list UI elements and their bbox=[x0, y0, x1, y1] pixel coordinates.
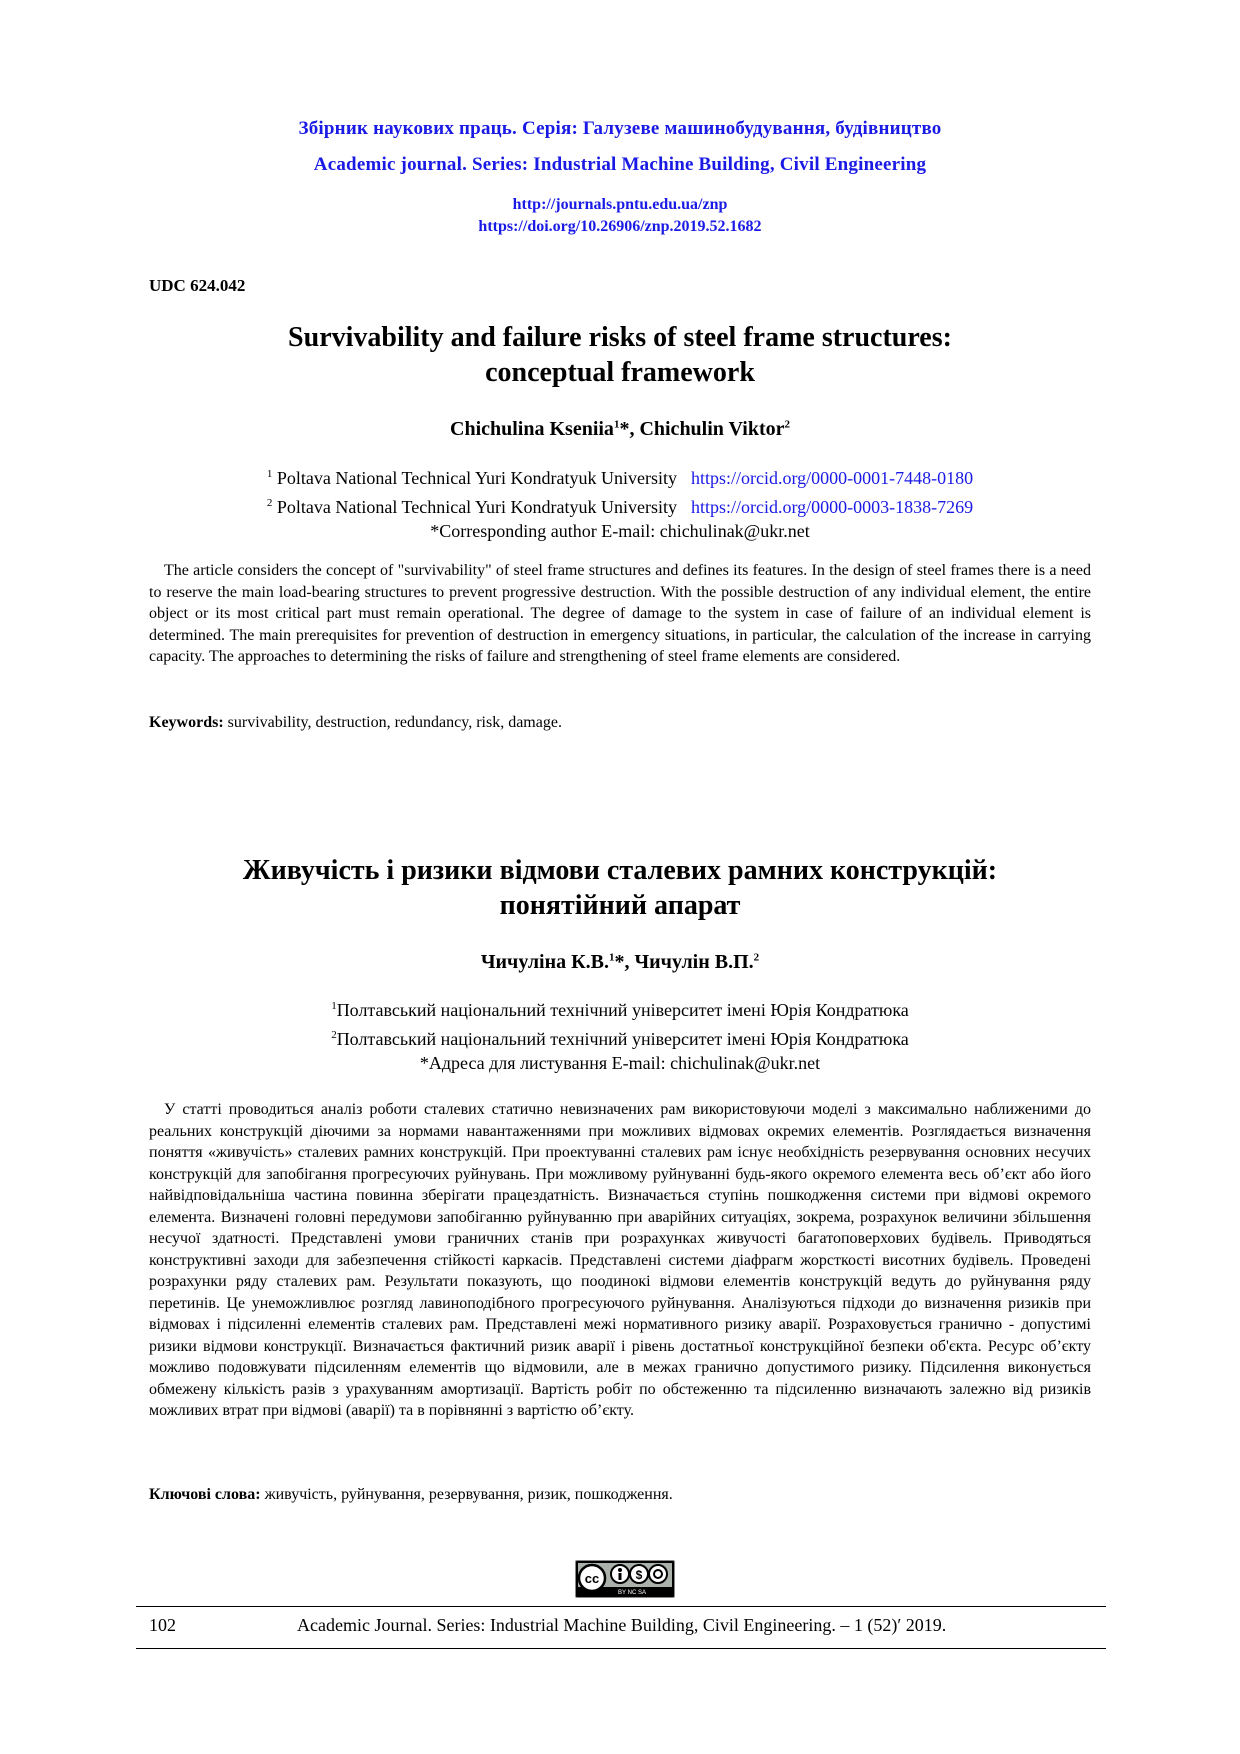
journal-url-link[interactable]: http://journals.pntu.edu.ua/znp bbox=[512, 196, 728, 213]
corresponding-email: *Адреса для листування E-mail: chichulinak@ukr.net bbox=[419, 1053, 821, 1073]
article-title-en bbox=[0, 320, 1240, 390]
keywords-list: survivability, destruction, redundancy, risk, damage. bbox=[223, 714, 562, 731]
affiliation-mark: 1 bbox=[266, 468, 273, 480]
authors-en bbox=[0, 418, 1240, 441]
article-title-ua bbox=[0, 853, 1240, 923]
abstract-en: The article considers the concept of "survivability" of steel frame structures and defines its features. In the design of steel frames there is a need to reserve the main load-bearing structures to prevent progressive destruction. With the possible destruction of any individual element, the entire object or its most critical part must remain operational. The degree of damage to the system in case of failure of an individual element is determined. The main prerequisites for prevention of destruction in emergency situations, in particular, the calculation of the increase in carrying capacity. The approaches to determining the risks of failure and strengthening of steel frame elements are considered. bbox=[149, 562, 1091, 665]
affiliation-mark: 2 bbox=[266, 496, 273, 509]
orcid-link[interactable]: https://orcid.org/0000-0001-7448-0180 bbox=[691, 468, 974, 488]
author-name: Чичулін В.П. bbox=[634, 951, 754, 973]
cc-labels: BY NC SA bbox=[618, 1590, 646, 1596]
affiliation bbox=[0, 994, 1240, 1023]
abstract-ua: У статті проводиться аналіз роботи сталевих статично невизначених рам використовуючи моделі з максимально наближеними до реальних конструкцій діючими за нормами навантаженнями при можливих відмовах окремих елементів. Розглядається визначення поняття «живучість» сталевих рамних конструкцій. При проектуванні сталевих рам існує необхідність резервування основних несучих конструкцій для запобігання прогресуючих руйнувань. При можливому руйнуванні будь-якого окремого елемента весь об’єкт або його найвідповідальніша частина повинна зберігати працездатність. Визначається ступінь пошкодження системи при відмові окремого елемента. Визначені головні передумови запобіганню руйнуванню при аварійних ситуаціях, зокрема, розрахунок величини збільшення несучої здатності. Представлені умови граничних станів при розрахунках живучості багатоповерхових будівель. Приводяться конструктивні заходи для забезпечення стійкості каркасів. Представлені системи діафрагм жорсткості висотних будівель. Проведені розрахунки ряду сталевих рам. Результати показують, що поодинокі відмови елементів конструкцій ведуть до руйнування ряду перетинів. Це унеможливлює розгляд лавиноподібного прогресуючого руйнування. Аналізуються підходи до визначення ризиків при відмовах і підсиленні елементів сталевих рам. Представлені межі нормативного ризику аварії. Розраховується гранично - допустимі ризики відмови конструкції. Визначається фактичний ризик аварії і рівень достатньої конструкційної безпеки об'єкта. Ресурс об’єкту можливо подовжувати підсиленням елементів що відмовили, але в межах гранично допустимого ризику. Підсилення виконується обмежену кількість разів з урахуванням амортизації. Вартість робіт по обстеженню та підсиленню визначають залежно від ризиків можливих втрат при відмові (аварії) та в порівнянні з вартістю об’єкту. bbox=[149, 1101, 1091, 1419]
page-number: 102 bbox=[149, 1615, 176, 1635]
cc-by-nc-sa-icon bbox=[576, 1561, 674, 1597]
title-line: понятійний апарат bbox=[499, 890, 741, 921]
cc-logo-text: cc bbox=[584, 1571, 600, 1586]
affiliation bbox=[0, 1023, 1240, 1052]
affiliation bbox=[0, 462, 1240, 491]
affiliation bbox=[0, 491, 1240, 520]
keywords-list: живучість, руйнування, резервування, ризик, пошкодження. bbox=[260, 1486, 673, 1503]
journal-title-en: Academic journal. Series: Industrial Machine Building, Civil Engineering bbox=[313, 154, 927, 175]
affiliation-mark: 2 bbox=[784, 418, 790, 431]
affiliation-mark: 2 bbox=[331, 1028, 337, 1041]
affiliation-mark: 1 bbox=[608, 951, 615, 964]
affiliation-text: Poltava National Technical Yuri Kondratyuk University bbox=[276, 496, 677, 517]
footer-citation: Academic Journal. Series: Industrial Machine Building, Civil Engineering. – 1 (52)′ 2019. bbox=[297, 1615, 947, 1635]
corresponding-mark: *, bbox=[619, 418, 640, 440]
keywords-label: Ключові слова: bbox=[149, 1486, 261, 1503]
authors-ua bbox=[0, 951, 1240, 974]
author-name: Chichulin Viktor bbox=[639, 418, 785, 440]
affiliation-mark: 1 bbox=[613, 418, 620, 431]
affiliation-text: Полтавський національний технічний університет імені Юрія Кондратюка bbox=[336, 1028, 909, 1049]
corresponding-mark: *, bbox=[614, 951, 635, 973]
orcid-link[interactable]: https://orcid.org/0000-0003-1838-7269 bbox=[691, 496, 974, 517]
affiliation-text: Полтавський національний технічний університет імені Юрія Кондратюка bbox=[336, 1000, 909, 1020]
footer-divider-top bbox=[136, 1606, 1106, 1607]
author-name: Chichulina Kseniia bbox=[450, 418, 614, 440]
svg-text:$: $ bbox=[635, 1568, 643, 1582]
journal-title-ua: Збірник наукових праць. Серія: Галузеве машинобудування, будівництво bbox=[298, 118, 942, 139]
keywords-label: Keywords: bbox=[149, 714, 224, 731]
cc-license-badge[interactable] bbox=[575, 1560, 675, 1598]
affiliations-ua bbox=[0, 994, 1240, 1076]
title-line: conceptual framework bbox=[485, 357, 755, 388]
doi-link[interactable]: https://doi.org/10.26906/znp.2019.52.1682 bbox=[478, 218, 762, 235]
title-line: Survivability and failure risks of steel frame structures: bbox=[288, 322, 952, 353]
affiliation-text: Poltava National Technical Yuri Kondratyuk University bbox=[276, 468, 677, 488]
affiliations-en bbox=[0, 462, 1240, 544]
author-name: Чичуліна К.В. bbox=[480, 951, 609, 973]
corresponding-email: *Corresponding author E-mail: chichulinak@ukr.net bbox=[430, 521, 810, 541]
footer-divider-bottom bbox=[136, 1648, 1106, 1649]
affiliation-mark: 1 bbox=[331, 1000, 337, 1012]
udc-code: UDC 624.042 bbox=[149, 276, 246, 295]
title-line: Живучість і ризики відмови сталевих рамних конструкцій: bbox=[242, 855, 998, 886]
keywords-ua bbox=[149, 1486, 673, 1504]
affiliation-mark: 2 bbox=[753, 951, 760, 964]
keywords-en bbox=[149, 714, 562, 732]
